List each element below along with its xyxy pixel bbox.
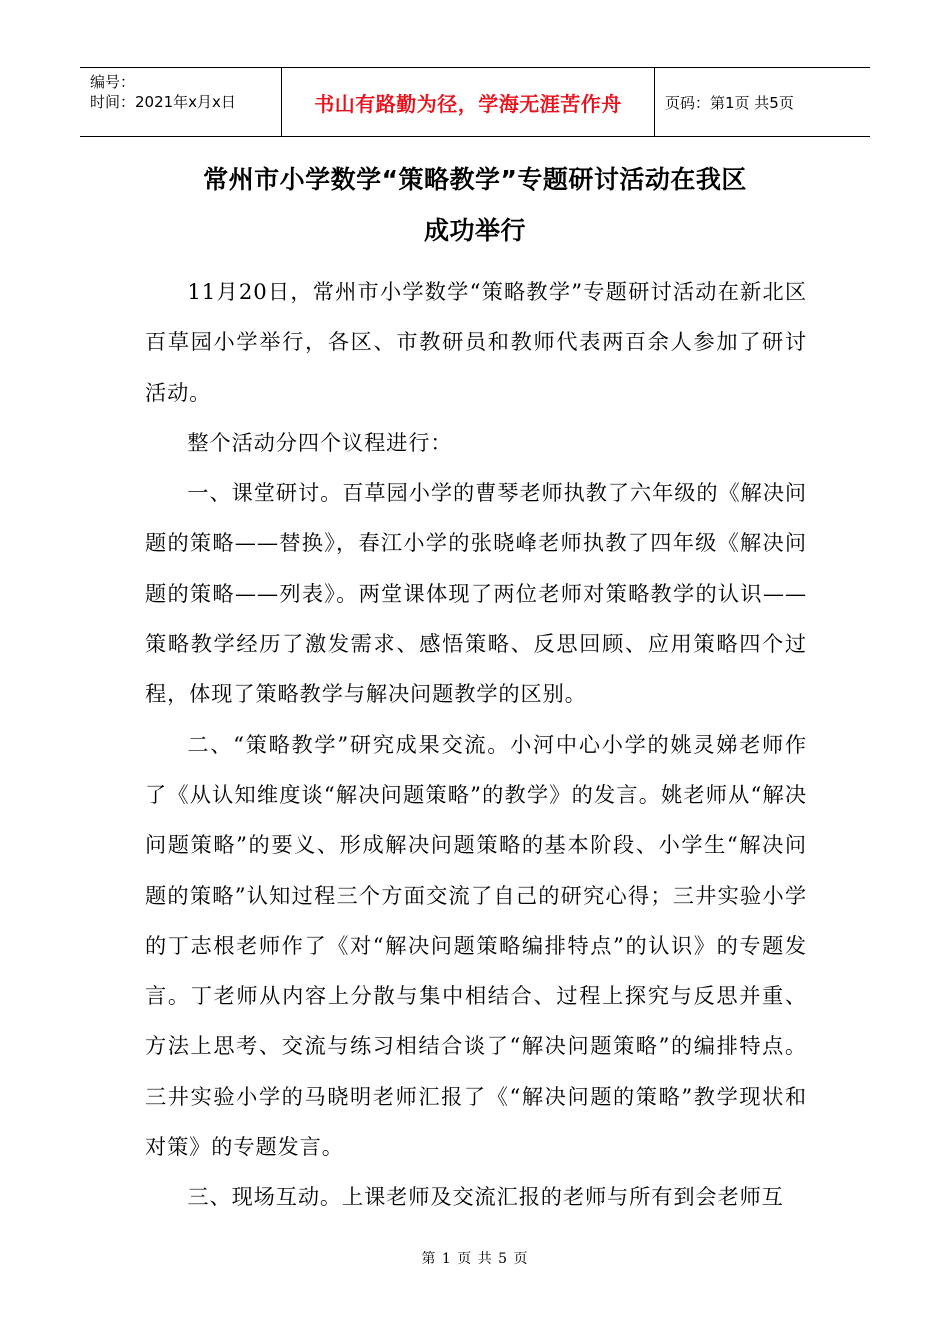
document-title-line-2: 成功举行 — [423, 216, 526, 245]
document-body — [145, 267, 807, 1223]
header-meta — [80, 68, 282, 136]
document-number-label: 编号： — [90, 73, 136, 91]
header-motto: 书山有路勤为径，学海无涯苦作舟 — [282, 68, 655, 136]
document-date: 时间：2021年x月x日 — [90, 93, 236, 111]
paragraph: 一、课堂研讨。百草园小学的曹琴老师执教了六年级的《解决问题的策略——替换》，春江小学的张晓峰老师执教了四年级《解决问题的策略——列表》。两堂课体现了两位老师对策略教学的认识——策略教学经历了激发需求、感悟策略、反思回顾、应用策略四个过程，体现了策略教学与解决问题教学的区别。 — [145, 480, 807, 707]
document-title-line-1: 常州市小学数学“策略教学”专题研讨活动在我区 — [203, 165, 747, 194]
header-page-info: 页码：第1页 共5页 — [665, 93, 794, 112]
paragraph: 整个活动分四个议程进行： — [187, 429, 453, 455]
paragraph: 11月20日，常州市小学数学“策略教学”专题研讨活动在新北区百草园小学举行，各区、市教研员和教师代表两百余人参加了研讨活动。 — [145, 279, 807, 405]
paragraph: 二、“策略教学”研究成果交流。小河中心小学的姚灵娣老师作了《从认知维度谈“解决问题策略”的教学》的发言。姚老师从“解决问题策略”的要义、形成解决问题策略的基本阶段、小学生“解决问题的策略”认知过程三个方面交流了自己的研究心得；三井实验小学的丁志根老师作了《对“解决问题策略编排特点”的认识》的专题发言。丁老师从内容上分散与集中相结合、过程上探究与反思并重、方法上思考、交流与练习相结合谈了“解决问题策略”的编排特点。三井实验小学的马晓明老师汇报了《“解决问题的策略”教学现状和对策》的专题发言。 — [145, 731, 807, 1160]
page-footer: 第 1 页 共 5 页 — [421, 1251, 529, 1267]
paragraph: 三、现场互动。上课老师及交流汇报的老师与所有到会老师互 — [187, 1184, 784, 1210]
page-header — [80, 67, 870, 137]
